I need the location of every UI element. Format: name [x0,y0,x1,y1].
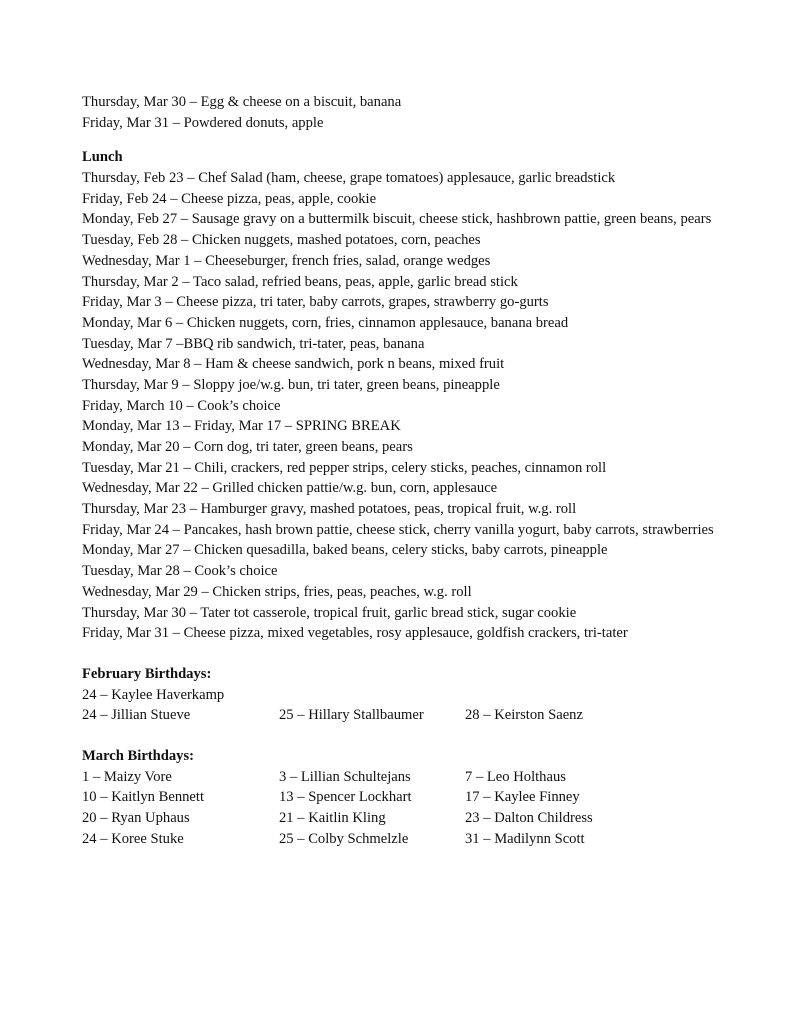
spacer [82,644,742,664]
birthday-entry: 24 – Koree Stuke [82,830,184,847]
lunch-item: Thursday, Mar 9 – Sloppy joe/w.g. bun, tri tater, green beans, pineapple [82,376,500,393]
lunch-heading: Lunch [82,149,123,166]
lunch-item: Thursday, Feb 23 – Chef Salad (ham, cheese, grape tomatoes) applesauce, garlic breadstick [82,170,616,187]
birthday-row [82,685,742,706]
lunch-item: Friday, Mar 31 – Cheese pizza, mixed vegetables, rosy applesauce, goldfish crackers, tri-tater [82,625,628,642]
birthday-row [82,767,742,788]
birthday-row [82,808,742,829]
lunch-section [82,147,742,644]
birthday-entry: 25 – Hillary Stallbaumer [279,707,424,724]
menu-line: Thursday, Mar 30 – Egg & cheese on a biscuit, banana [82,94,402,110]
lunch-item: Friday, Feb 24 – Cheese pizza, peas, apple, cookie [82,190,377,207]
lunch-item: Wednesday, Mar 1 – Cheeseburger, french fries, salad, orange wedges [82,252,491,269]
birthday-entry: 10 – Kaitlyn Bennett [82,789,205,806]
spacer [82,726,742,746]
lunch-item: Thursday, Mar 23 – Hamburger gravy, mashed potatoes, peas, tropical fruit, w.g. roll [82,501,577,518]
birthday-entry [279,685,465,706]
february-birthdays-heading: February Birthdays: [82,665,212,682]
lunch-item: Thursday, Mar 2 – Taco salad, refried beans, peas, apple, garlic bread stick [82,273,518,290]
birthday-entry: 24 – Kaylee Haverkamp [82,686,225,703]
lunch-item: Tuesday, Mar 21 – Chili, crackers, red pepper strips, celery sticks, peaches, cinnamon roll [82,459,607,476]
birthday-entry: 24 – Jillian Stueve [82,707,191,724]
birthday-entry [465,685,685,706]
birthday-row [82,705,742,726]
birthday-entry: 7 – Leo Holthaus [465,768,566,785]
lunch-item: Thursday, Mar 30 – Tater tot casserole, tropical fruit, garlic bread stick, sugar cookie [82,604,577,621]
lunch-item: Tuesday, Mar 28 – Cook’s choice [82,563,278,580]
lunch-item: Wednesday, Mar 22 – Grilled chicken pattie/w.g. bun, corn, applesauce [82,480,498,497]
lunch-item: Friday, March 10 – Cook’s choice [82,397,281,414]
lunch-item: Friday, Mar 24 – Pancakes, hash brown pattie, cheese stick, cherry vanilla yogurt, baby carrots, strawberries [82,521,714,538]
menu-line: Friday, Mar 31 – Powdered donuts, apple [82,114,324,131]
breakfast-tail-section [82,92,742,133]
birthday-row [82,787,742,808]
lunch-item: Tuesday, Mar 7 –BBQ rib sandwich, tri-tater, peas, banana [82,335,425,352]
lunch-item: Monday, Feb 27 – Sausage gravy on a buttermilk biscuit, cheese stick, hashbrown pattie, green beans, pears [82,211,712,228]
lunch-item: Tuesday, Feb 28 – Chicken nuggets, mashed potatoes, corn, peaches [82,232,481,249]
birthday-entry: 3 – Lillian Schultejans [279,768,411,785]
birthday-entry: 23 – Dalton Childress [465,810,593,827]
menu-document [82,92,742,849]
birthday-entry: 28 – Keirston Saenz [465,707,583,724]
birthday-row [82,829,742,850]
spacer [82,133,742,147]
march-birthdays-section [82,746,742,849]
birthday-entry: 21 – Kaitlin Kling [279,810,386,827]
lunch-item: Monday, Mar 27 – Chicken quesadilla, baked beans, celery sticks, baby carrots, pineapple [82,542,608,559]
lunch-item: Monday, Mar 20 – Corn dog, tri tater, green beans, pears [82,439,413,456]
lunch-item: Friday, Mar 3 – Cheese pizza, tri tater, baby carrots, grapes, strawberry go-gurts [82,294,549,311]
march-birthdays-heading: March Birthdays: [82,747,195,764]
birthday-entry: 13 – Spencer Lockhart [279,789,412,806]
lunch-item: Wednesday, Mar 8 – Ham & cheese sandwich, pork n beans, mixed fruit [82,356,505,373]
lunch-item: Monday, Mar 6 – Chicken nuggets, corn, fries, cinnamon applesauce, banana bread [82,314,569,331]
birthday-entry: 25 – Colby Schmelzle [279,830,409,847]
birthday-entry: 17 – Kaylee Finney [465,789,580,806]
lunch-item: Monday, Mar 13 – Friday, Mar 17 – SPRING BREAK [82,418,401,435]
birthday-entry: 1 – Maizy Vore [82,768,172,785]
february-birthdays-section [82,664,742,726]
lunch-item: Wednesday, Mar 29 – Chicken strips, fries, peas, peaches, w.g. roll [82,583,472,600]
birthday-entry: 20 – Ryan Uphaus [82,810,190,827]
birthday-entry: 31 – Madilynn Scott [465,830,585,847]
